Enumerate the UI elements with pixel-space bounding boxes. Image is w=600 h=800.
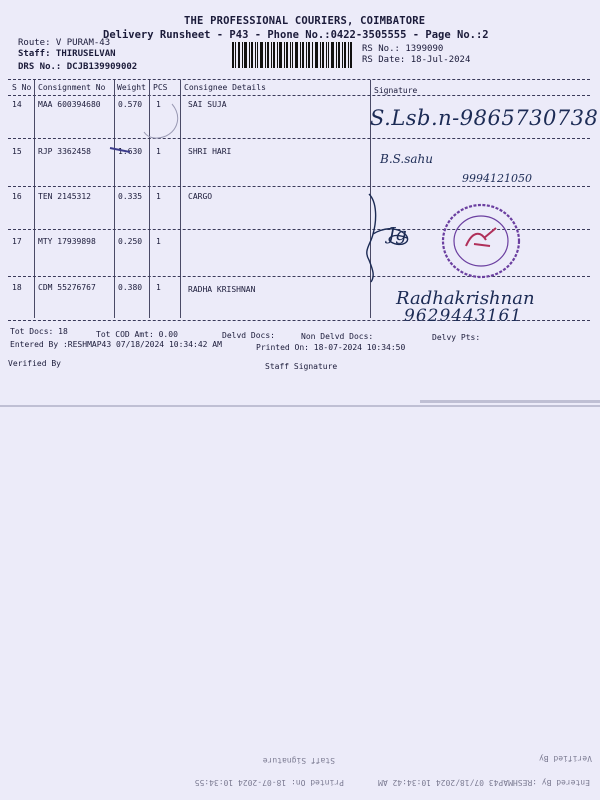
row-sno: 14 [12,100,22,109]
row-consignee: RADHA KRISHNAN [188,285,256,294]
rs-number: RS No.: 1399090 [362,44,444,54]
rs-date: RS Date: 18-Jul-2024 [362,55,471,65]
handwritten-signature: S.Lsb.n-9865730738 [370,106,599,130]
row-sno: 18 [12,283,22,292]
bleed-staff-signature: Staff Signature [262,756,335,765]
company-title: THE PROFESSIONAL COURIERS, COIMBATORE [184,15,426,27]
handwritten-signature: Radhakrishnan [396,288,535,309]
runsheet-subtitle: Delivery Runsheet - P43 - Phone No.:0422-3505555 - Page No.:2 [103,29,489,41]
row-consignment: MTY 17939898 [38,237,96,246]
row-weight: 0.250 [118,237,143,246]
delivered-docs: Delvd Docs: [222,331,275,340]
delivery-points: Delvy Pts: [432,333,481,342]
row-consignment: TEN 2145312 [38,192,91,201]
row-consignment: CDM 55276767 [38,283,96,292]
row-pcs: 1 [156,100,161,109]
row-consignment: RJP 3362458 [38,147,91,156]
row-separator [8,186,590,187]
row-sno: 15 [12,147,22,156]
entered-by: Entered By :RESHMAP43 07/18/2024 10:34:42 AM [10,340,222,349]
row-pcs: 1 [156,237,161,246]
scan-smudge [420,400,600,403]
column-header: Weight [117,83,146,92]
row-pcs: 1 [156,147,161,156]
column-header: S No [12,83,32,92]
delivery-stamp [440,202,522,280]
row-weight: 1.630 [118,147,143,156]
row-consignee: SAI SUJA [188,100,227,109]
handwritten-initials: Jg [388,224,407,245]
non-delivered-docs: Non Delvd Docs: [301,332,374,341]
row-sno: 17 [12,237,22,246]
total-cod-amount: Tot COD Amt: 0.00 [96,330,178,339]
column-header: PCS [153,83,168,92]
row-consignment: MAA 600394680 [38,100,101,109]
handwritten-signature: B.S.sahu [380,152,434,166]
row-weight: 0.380 [118,283,143,292]
col-divider [34,80,35,318]
row-pcs: 1 [156,192,161,201]
row-weight: 0.335 [118,192,143,201]
route-label: Route: V PURAM-43 [18,38,111,48]
pen-scribble [108,100,188,160]
row-weight: 0.570 [118,100,143,109]
staff-label: Staff: THIRUSELVAN [18,49,116,59]
table-top-rule [8,79,590,80]
barcode-image [232,42,352,68]
bleed-through-text [0,745,600,795]
column-header: Signature [374,86,418,95]
drs-number: DRS No.: DCJB139909002 [18,62,138,72]
printed-on: Printed On: 18-07-2024 10:34:50 [256,343,406,352]
row-pcs: 1 [156,283,161,292]
column-header: Consignee Details [184,83,266,92]
row-separator [8,138,590,139]
verified-by-label: Verified By [8,359,61,368]
staff-signature-label: Staff Signature [265,362,338,371]
column-header: Consignment No [38,83,106,92]
bleed-verified-by: Verified By [539,754,592,763]
row-sno: 16 [12,192,22,201]
handwritten-phone: 9629443161 [404,306,523,326]
total-docs: Tot Docs: 18 [10,327,68,336]
bleed-printed-on: Printed On: 18-07-2024 10:34:55 [194,778,344,787]
table-header-rule [8,95,590,96]
handwritten-phone: 9994121050 [462,172,532,185]
row-consignee: CARGO [188,192,213,201]
scan-smudge [0,405,600,407]
row-consignee: SHRI HARI [188,147,232,156]
bleed-entered-by: Entered By :RESHMAP43 07/18/2024 10:34:42 AM [378,778,590,787]
